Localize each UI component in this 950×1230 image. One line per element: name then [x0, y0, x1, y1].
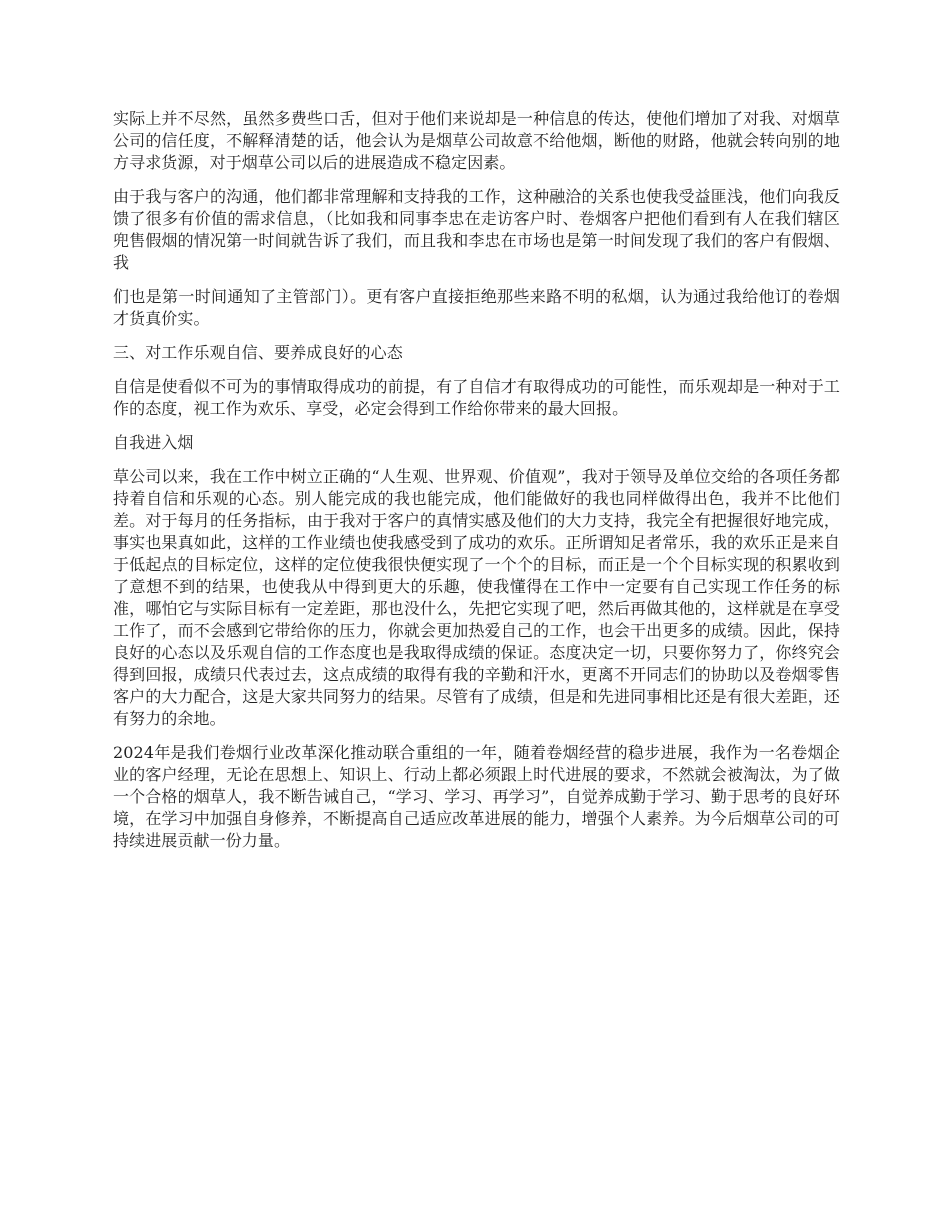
paragraph-2: 由于我与客户的沟通，他们都非常理解和支持我的工作，这种融洽的关系也使我受益匪浅，他们向我反馈了很多有价值的需求信息，（比如我和同事李忠在走访客户时、卷烟客户把他们看到有人在我们辖区兜售假烟的情况第一时间就告诉了我们，而且我和李忠在市场也是第一时间发现了我们的客户有假烟、我	[113, 187, 840, 272]
paragraph-7: 2024年是我们卷烟行业改革深化推动联合重组的一年，随着卷烟经营的稳步进展，我作为一名卷烟企业的客户经理，无论在思想上、知识上、行动上都必须跟上时代进展的要求，不然就会被淘汰，为了做一个合格的烟草人，我不断告诫自己，“学习、学习、再学习”，自觉养成勤于学习、勤于思考的良好环境，在学习中加强自身修养，不断提高自己适应改革进展的能力，增强个人素养。为今后烟草公司的可持续进展贡献一份力量。	[113, 743, 840, 850]
paragraph-5: 自我进入烟	[113, 433, 194, 452]
paragraph-4: 自信是使看似不可为的事情取得成功的前提，有了自信才有取得成功的可能性，而乐观却是一种对于工作的态度，视工作为欢乐、享受，必定会得到工作给你带来的最大回报。	[113, 377, 840, 418]
document-body	[113, 108, 840, 864]
paragraph-3: 们也是第一时间通知了主管部门）。更有客户直接拒绝那些来路不明的私烟，认为通过我给他订的卷烟才货真价实。	[113, 287, 840, 328]
paragraph-1: 实际上并不尽然，虽然多费些口舌，但对于他们来说却是一种信息的传达，使他们增加了对我、对烟草公司的信任度，不解释清楚的话，他会认为是烟草公司故意不给他烟，断他的财路，他就会转向别的地方寻求货源，对于烟草公司以后的进展造成不稳定因素。	[113, 109, 840, 172]
paragraph-6: 草公司以来，我在工作中树立正确的“人生观、世界观、价值观”，我对于领导及单位交给的各项任务都持着自信和乐观的心态。别人能完成的我也能完成，他们能做好的我也同样做得出色，我并不比他们差。对于每月的任务指标，由于我对于客户的真情实感及他们的大力支持，我完全有把握很好地完成，事实也果真如此，这样的工作业绩也使我感受到了成功的欢乐。正所谓知足者常乐，我的欢乐正是来自于低起点的目标定位，这样的定位使我很快便实现了一个个的目标，而正是一个个目标实现的积累收到了意想不到的结果，也使我从中得到更大的乐趣，使我懂得在工作中一定要有自己实现工作任务的标准，哪怕它与实际目标有一定差距，那也没什么，先把它实现了吧，然后再做其他的，这样就是在享受工作了，而不会感到它带给你的压力，你就会更加热爱自己的工作，也会干出更多的成绩。因此，保持良好的心态以及乐观自信的工作态度也是我取得成绩的保证。态度决定一切，只要你努力了，你终究会得到回报，成绩只代表过去，这点成绩的取得有我的辛勤和汗水，更离不开同志们的协助以及卷烟零售客户的大力配合，这是大家共同努力的结果。尽管有了成绩，但是和先进同事相比还是有很大差距，还有努力的余地。	[113, 467, 840, 728]
section-heading: 三、对工作乐观自信、要养成良好的心态	[113, 343, 403, 362]
